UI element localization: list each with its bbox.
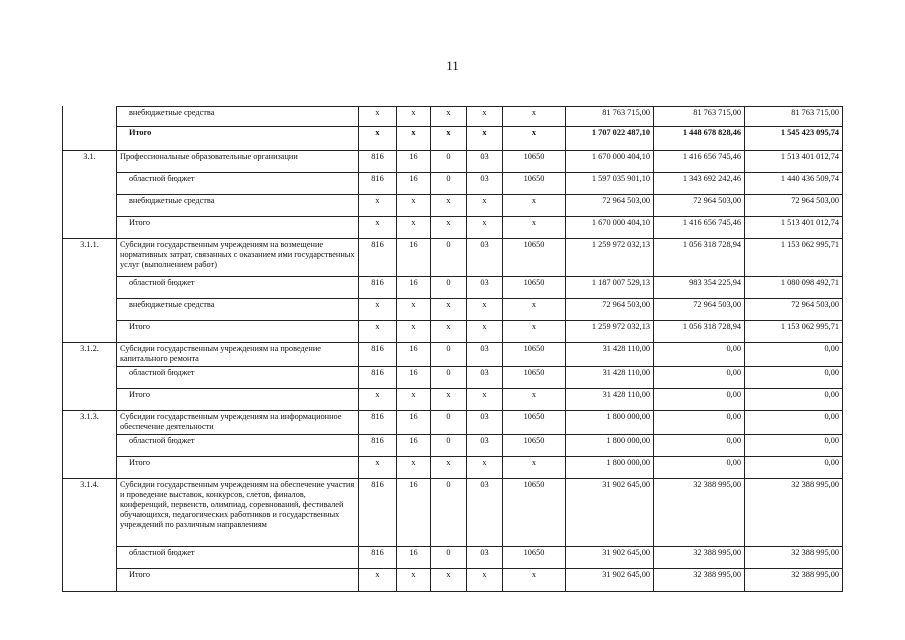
row-code bbox=[63, 277, 117, 299]
budget-rows bbox=[63, 107, 843, 592]
row-vr: x bbox=[503, 299, 566, 321]
row-vr: 10650 bbox=[503, 277, 566, 299]
row-csr: 03 bbox=[467, 343, 503, 367]
table-row bbox=[63, 217, 843, 239]
table-row bbox=[63, 239, 843, 277]
row-year2-amount: 72 964 503,00 bbox=[654, 195, 745, 217]
row-rz: x bbox=[397, 569, 431, 592]
row-grbs: 816 bbox=[359, 547, 397, 569]
row-rz: 16 bbox=[397, 239, 431, 277]
table-row bbox=[63, 547, 843, 569]
row-csr: x bbox=[467, 299, 503, 321]
row-year1-amount: 72 964 503,00 bbox=[566, 195, 654, 217]
row-csr: 03 bbox=[467, 277, 503, 299]
row-grbs: 816 bbox=[359, 173, 397, 195]
row-vr: x bbox=[503, 321, 566, 343]
row-year2-amount: 1 448 678 828,46 bbox=[654, 127, 745, 151]
row-code bbox=[63, 457, 117, 479]
row-code bbox=[63, 195, 117, 217]
row-year3-amount: 72 964 503,00 bbox=[745, 195, 843, 217]
row-vr: 10650 bbox=[503, 411, 566, 435]
row-year2-amount: 1 416 656 745,46 bbox=[654, 217, 745, 239]
row-vr: 10650 bbox=[503, 367, 566, 389]
row-code bbox=[63, 321, 117, 343]
row-csr: x bbox=[467, 217, 503, 239]
row-csr: 03 bbox=[467, 367, 503, 389]
row-csr: x bbox=[467, 389, 503, 411]
row-code bbox=[63, 127, 117, 151]
row-pr: 0 bbox=[431, 173, 467, 195]
row-code bbox=[63, 435, 117, 457]
row-year1-amount: 1 707 022 487,10 bbox=[566, 127, 654, 151]
budget-table bbox=[62, 106, 843, 592]
row-year1-amount: 1 187 007 529,13 bbox=[566, 277, 654, 299]
row-vr: 10650 bbox=[503, 343, 566, 367]
row-csr: x bbox=[467, 127, 503, 151]
row-name: внебюджетные средства bbox=[117, 299, 359, 321]
row-vr: x bbox=[503, 389, 566, 411]
row-pr: x bbox=[431, 389, 467, 411]
row-name: Итого bbox=[117, 321, 359, 343]
row-rz: x bbox=[397, 321, 431, 343]
row-year3-amount: 1 545 423 095,74 bbox=[745, 127, 843, 151]
row-year3-amount: 0,00 bbox=[745, 389, 843, 411]
row-grbs: x bbox=[359, 299, 397, 321]
row-name: Субсидии государственным учреждениям на проведение капитального ремонта bbox=[117, 343, 359, 367]
row-pr: 0 bbox=[431, 239, 467, 277]
row-grbs: x bbox=[359, 389, 397, 411]
row-vr: 10650 bbox=[503, 547, 566, 569]
row-year3-amount: 81 763 715,00 bbox=[745, 107, 843, 127]
row-year1-amount: 31 428 110,00 bbox=[566, 343, 654, 367]
row-year2-amount: 0,00 bbox=[654, 389, 745, 411]
row-year2-amount: 0,00 bbox=[654, 435, 745, 457]
row-year3-amount: 32 388 995,00 bbox=[745, 479, 843, 547]
table-row bbox=[63, 151, 843, 173]
row-year3-amount: 1 153 062 995,71 bbox=[745, 321, 843, 343]
table-row bbox=[63, 173, 843, 195]
row-code: 3.1.3. bbox=[63, 411, 117, 435]
row-year3-amount: 1 080 098 492,71 bbox=[745, 277, 843, 299]
row-grbs: x bbox=[359, 457, 397, 479]
row-pr: x bbox=[431, 321, 467, 343]
row-csr: 03 bbox=[467, 411, 503, 435]
row-year3-amount: 0,00 bbox=[745, 367, 843, 389]
row-name: Субсидии государственным учреждениям на обеспечение участия и проведение выставок, конкурсов, слетов, финалов, конференций, первенств, олимпиад, соревнований, фестивалей обучающихся, педагогических работников и государственных учреждений по различным направлениям bbox=[117, 479, 359, 547]
row-csr: 03 bbox=[467, 173, 503, 195]
row-pr: 0 bbox=[431, 547, 467, 569]
row-name: Итого bbox=[117, 127, 359, 151]
row-pr: x bbox=[431, 195, 467, 217]
row-csr: x bbox=[467, 569, 503, 592]
row-year1-amount: 31 428 110,00 bbox=[566, 367, 654, 389]
row-rz: 16 bbox=[397, 277, 431, 299]
row-rz: 16 bbox=[397, 173, 431, 195]
row-year1-amount: 1 670 000 404,10 bbox=[566, 151, 654, 173]
row-year3-amount: 1 513 401 012,74 bbox=[745, 151, 843, 173]
row-pr: 0 bbox=[431, 479, 467, 547]
row-pr: x bbox=[431, 217, 467, 239]
table-row bbox=[63, 367, 843, 389]
row-grbs: 816 bbox=[359, 435, 397, 457]
row-name: Итого bbox=[117, 217, 359, 239]
row-vr: 10650 bbox=[503, 173, 566, 195]
row-grbs: x bbox=[359, 127, 397, 151]
row-year2-amount: 32 388 995,00 bbox=[654, 479, 745, 547]
row-year2-amount: 0,00 bbox=[654, 411, 745, 435]
row-grbs: x bbox=[359, 107, 397, 127]
table-row bbox=[63, 195, 843, 217]
row-code bbox=[63, 217, 117, 239]
row-name: внебюджетные средства bbox=[117, 195, 359, 217]
row-vr: x bbox=[503, 107, 566, 127]
row-name: Субсидии государственным учреждениям на информационное обеспечение деятельности bbox=[117, 411, 359, 435]
row-csr: x bbox=[467, 107, 503, 127]
row-name: областной бюджет bbox=[117, 547, 359, 569]
row-name: Итого bbox=[117, 457, 359, 479]
row-pr: 0 bbox=[431, 343, 467, 367]
row-code bbox=[63, 547, 117, 569]
row-year1-amount: 31 428 110,00 bbox=[566, 389, 654, 411]
row-pr: 0 bbox=[431, 151, 467, 173]
row-code: 3.1.1. bbox=[63, 239, 117, 277]
row-csr: 03 bbox=[467, 151, 503, 173]
row-code: 3.1.4. bbox=[63, 479, 117, 547]
row-grbs: 816 bbox=[359, 411, 397, 435]
row-code bbox=[63, 367, 117, 389]
table-row bbox=[63, 343, 843, 367]
row-csr: x bbox=[467, 321, 503, 343]
row-year1-amount: 31 902 645,00 bbox=[566, 479, 654, 547]
row-year2-amount: 0,00 bbox=[654, 457, 745, 479]
row-pr: x bbox=[431, 107, 467, 127]
row-year2-amount: 983 354 225,94 bbox=[654, 277, 745, 299]
row-rz: x bbox=[397, 299, 431, 321]
row-rz: x bbox=[397, 389, 431, 411]
row-grbs: x bbox=[359, 569, 397, 592]
table-row bbox=[63, 321, 843, 343]
row-pr: 0 bbox=[431, 277, 467, 299]
page-number: 11 bbox=[446, 58, 459, 73]
row-year3-amount: 72 964 503,00 bbox=[745, 299, 843, 321]
table-row bbox=[63, 107, 843, 127]
row-year1-amount: 1 670 000 404,10 bbox=[566, 217, 654, 239]
row-rz: x bbox=[397, 217, 431, 239]
row-name: областной бюджет bbox=[117, 435, 359, 457]
row-year2-amount: 81 763 715,00 bbox=[654, 107, 745, 127]
row-grbs: 816 bbox=[359, 277, 397, 299]
row-year2-amount: 1 056 318 728,94 bbox=[654, 321, 745, 343]
row-rz: 16 bbox=[397, 411, 431, 435]
row-year1-amount: 1 800 000,00 bbox=[566, 411, 654, 435]
row-year2-amount: 72 964 503,00 bbox=[654, 299, 745, 321]
row-pr: 0 bbox=[431, 435, 467, 457]
row-vr: 10650 bbox=[503, 435, 566, 457]
row-vr: x bbox=[503, 569, 566, 592]
row-code bbox=[63, 569, 117, 592]
table-row bbox=[63, 411, 843, 435]
row-year1-amount: 1 800 000,00 bbox=[566, 435, 654, 457]
row-year3-amount: 32 388 995,00 bbox=[745, 569, 843, 592]
row-grbs: 816 bbox=[359, 151, 397, 173]
row-pr: x bbox=[431, 569, 467, 592]
row-code: 3.1.2. bbox=[63, 343, 117, 367]
row-name: областной бюджет bbox=[117, 173, 359, 195]
row-rz: x bbox=[397, 107, 431, 127]
table-row bbox=[63, 569, 843, 592]
table-row bbox=[63, 277, 843, 299]
row-year3-amount: 0,00 bbox=[745, 435, 843, 457]
row-rz: 16 bbox=[397, 435, 431, 457]
row-year3-amount: 1 153 062 995,71 bbox=[745, 239, 843, 277]
row-csr: 03 bbox=[467, 435, 503, 457]
row-name: Итого bbox=[117, 389, 359, 411]
row-name: внебюджетные средства bbox=[117, 107, 359, 127]
row-grbs: 816 bbox=[359, 239, 397, 277]
table-row bbox=[63, 389, 843, 411]
row-vr: x bbox=[503, 195, 566, 217]
row-pr: 0 bbox=[431, 367, 467, 389]
row-year2-amount: 1 343 692 242,46 bbox=[654, 173, 745, 195]
row-year1-amount: 31 902 645,00 bbox=[566, 547, 654, 569]
row-code bbox=[63, 173, 117, 195]
row-code bbox=[63, 107, 117, 127]
row-vr: x bbox=[503, 217, 566, 239]
row-grbs: x bbox=[359, 217, 397, 239]
row-grbs: 816 bbox=[359, 343, 397, 367]
row-year3-amount: 0,00 bbox=[745, 411, 843, 435]
row-year2-amount: 1 056 318 728,94 bbox=[654, 239, 745, 277]
row-year2-amount: 32 388 995,00 bbox=[654, 569, 745, 592]
row-rz: x bbox=[397, 195, 431, 217]
row-csr: 03 bbox=[467, 547, 503, 569]
row-grbs: x bbox=[359, 195, 397, 217]
row-rz: x bbox=[397, 457, 431, 479]
table-row bbox=[63, 479, 843, 547]
row-rz: 16 bbox=[397, 547, 431, 569]
row-year2-amount: 32 388 995,00 bbox=[654, 547, 745, 569]
row-vr: x bbox=[503, 457, 566, 479]
row-year3-amount: 0,00 bbox=[745, 457, 843, 479]
row-pr: x bbox=[431, 299, 467, 321]
row-year3-amount: 0,00 bbox=[745, 343, 843, 367]
row-year1-amount: 72 964 503,00 bbox=[566, 299, 654, 321]
row-name: Профессиональные образовательные организации bbox=[117, 151, 359, 173]
row-name: областной бюджет bbox=[117, 367, 359, 389]
row-rz: 16 bbox=[397, 367, 431, 389]
row-name: Субсидии государственным учреждениям на возмещение нормативных затрат, связанных с оказанием ими государственных услуг (выполнением работ) bbox=[117, 239, 359, 277]
row-year1-amount: 1 800 000,00 bbox=[566, 457, 654, 479]
row-pr: x bbox=[431, 457, 467, 479]
table-row bbox=[63, 435, 843, 457]
row-grbs: x bbox=[359, 321, 397, 343]
row-grbs: 816 bbox=[359, 479, 397, 547]
row-csr: x bbox=[467, 195, 503, 217]
row-rz: x bbox=[397, 127, 431, 151]
row-rz: 16 bbox=[397, 343, 431, 367]
row-year2-amount: 0,00 bbox=[654, 343, 745, 367]
row-grbs: 816 bbox=[359, 367, 397, 389]
row-year3-amount: 1 513 401 012,74 bbox=[745, 217, 843, 239]
row-year3-amount: 1 440 436 509,74 bbox=[745, 173, 843, 195]
table-row bbox=[63, 299, 843, 321]
row-code bbox=[63, 299, 117, 321]
row-pr: 0 bbox=[431, 411, 467, 435]
row-csr: x bbox=[467, 457, 503, 479]
row-rz: 16 bbox=[397, 479, 431, 547]
row-csr: 03 bbox=[467, 239, 503, 277]
row-rz: 16 bbox=[397, 151, 431, 173]
row-year1-amount: 81 763 715,00 bbox=[566, 107, 654, 127]
row-year1-amount: 1 597 035 901,10 bbox=[566, 173, 654, 195]
row-csr: 03 bbox=[467, 479, 503, 547]
row-vr: 10650 bbox=[503, 479, 566, 547]
row-year1-amount: 1 259 972 032,13 bbox=[566, 321, 654, 343]
row-vr: 10650 bbox=[503, 239, 566, 277]
row-name: областной бюджет bbox=[117, 277, 359, 299]
row-code: 3.1. bbox=[63, 151, 117, 173]
table-row bbox=[63, 457, 843, 479]
row-year1-amount: 31 902 645,00 bbox=[566, 569, 654, 592]
row-year1-amount: 1 259 972 032,13 bbox=[566, 239, 654, 277]
row-year2-amount: 1 416 656 745,46 bbox=[654, 151, 745, 173]
row-vr: x bbox=[503, 127, 566, 151]
row-year2-amount: 0,00 bbox=[654, 367, 745, 389]
row-year3-amount: 32 388 995,00 bbox=[745, 547, 843, 569]
row-pr: x bbox=[431, 127, 467, 151]
row-vr: 10650 bbox=[503, 151, 566, 173]
row-code bbox=[63, 389, 117, 411]
row-name: Итого bbox=[117, 569, 359, 592]
table-row bbox=[63, 127, 843, 151]
